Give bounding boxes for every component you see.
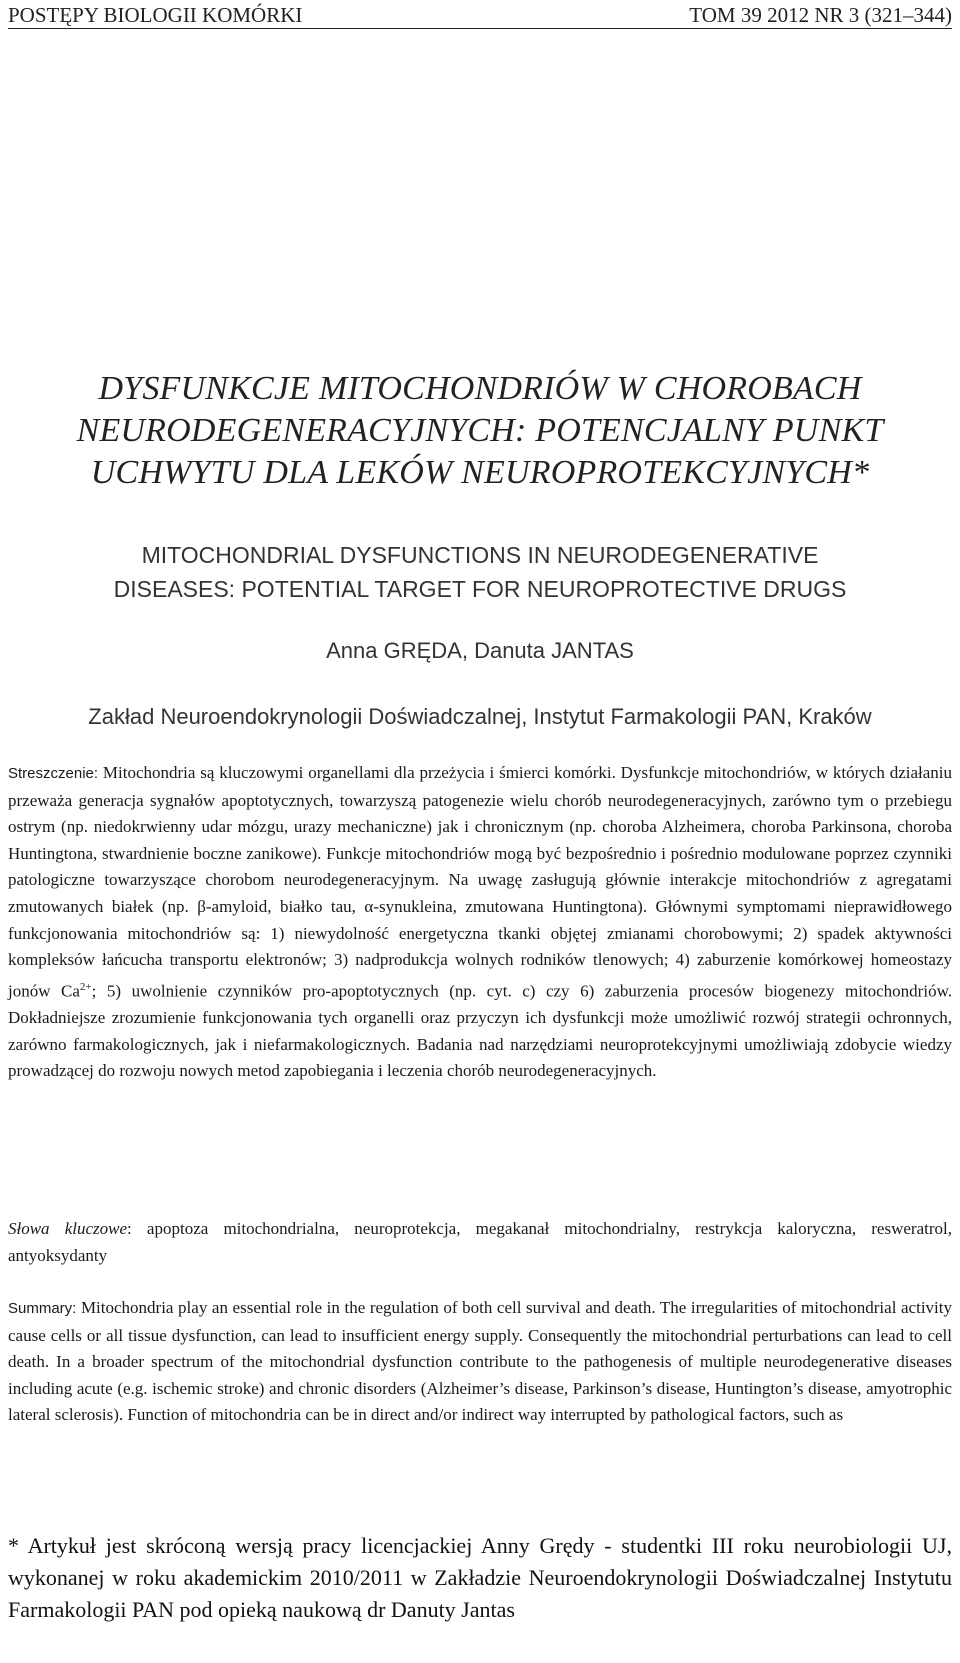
title-line: UCHWYTU DLA LEKÓW NEUROPROTEKCYJNYCH*: [90, 454, 870, 491]
english-title-line: MITOCHONDRIAL DYSFUNCTIONS IN NEURODEGENERATIVE: [141, 542, 819, 568]
abstract-text-continued: ; 5) uwolnienie czynników pro-apoptotycznych (np. cyt. c) czy 6) zaburzenia procesów biogenezy mitochondriów. Dokładniejsze zrozumienie funkcjonowania tych organelli oraz przyczyn ich dysfunkcji może umożliwić rozwój strategii ochronnych, zarówno farmakologicznych, jak i niefarmakologicznych. Badania nad narzędziami neuroprotekcyjnymi umożliwiają zdobycie wiedzy prowadzącej do rozwoju nowych metod zapobiegania i leczenia chorób neurodegeneracyjnych.: [8, 981, 952, 1081]
summary-english: [8, 1295, 952, 1429]
abstract-text: Mitochondria są kluczowymi organellami dla przeżycia i śmierci komórki. Dysfunkcje mitochondriów, w których działaniu przeważa generacja sygnałów apoptotycznych, towarzyszą patogenezie wielu chorób neurodegeneracyjnych, zarówno tym o przebiegu ostrym (np. niedokrwienny udar mózgu, urazy mechaniczne) jak i chronicznym (np. choroba Alzheimera, choroba Parkinsona, choroba Huntingtona, stwardnienie boczne zanikowe). Funkcje mitochondriów mogą być bezpośrednio i pośrednio modulowane poprzez czynniki patologiczne towarzyszące chorobom neurodegeneracyjnym. Na uwagę zasługują głównie interakcje mitochondriów z agregatami zmutowanych białek (np. β-amyloid, białko tau, α-synukleina, zmutowana Huntingtona). Głównymi symptomami nieprawidłowego funkcjonowania mitochondriów są: 1) niewydolność energetyczna tkanki objętej zmianami chorobowymi; 2) spadek aktywności kompleksów łańcucha transportu elektronów; 3) nadprodukcja wolnych rodników tlenowych; 4) zaburzenie komórkowej homeostazy jonów Ca: [8, 763, 952, 1001]
authors: Anna GRĘDA, Danuta JANTAS: [326, 638, 634, 663]
footnote: * Artykuł jest skróconą wersją pracy licencjackiej Anny Grędy - studentki III roku neurobiologii UJ, wykonanej w roku akademickim 2010/2011 w Zakładzie Neuroendokrynologii Doświadczalnej Instytutu Farmakologii PAN pod opieką naukową dr Danuty Jantas: [8, 1533, 952, 1622]
abstract-polish: [8, 760, 952, 1085]
issue-info: TOM 39 2012 NR 3 (321–344): [689, 3, 952, 27]
keywords-text: : apoptoza mitochondrialna, neuroprotekcja, megakanał mitochondrialny, restrykcja kaloryczna, resweratrol, antyoksydanty: [8, 1219, 952, 1265]
summary-text: Mitochondria play an essential role in the regulation of both cell survival and death. The irregularities of mitochondrial activity cause cells or all tissue dysfunction, can lead to insufficient energy supply. Consequently the mitochondrial perturbations can lead to cell death. In a broader spectrum of the mitochondrial dysfunction contribute to the pathogenesis of multiple neurodegenerative diseases including acute (e.g. ischemic stroke) and chronic disorders (Alzheimer’s disease, Parkinson’s disease, Huntington’s disease, amyotrophic lateral sclerosis). Function of mitochondria can be in direct and/or indirect way interrupted by pathological factors, such as: [8, 1298, 952, 1425]
journal-name: POSTĘPY BIOLOGII KOMÓRKI: [8, 3, 303, 27]
superscript-charge: 2+: [79, 980, 92, 993]
english-title: [0, 538, 960, 606]
keywords-label: Słowa kluczowe: [8, 1219, 128, 1238]
article-title: [0, 368, 960, 494]
title-line: NEURODEGENERACYJNYCH: POTENCJALNY PUNKT: [76, 412, 884, 449]
title-line: DYSFUNKCJE MITOCHONDRIÓW W CHOROBACH: [98, 370, 862, 407]
abstract-label: Streszczenie:: [8, 765, 99, 782]
affiliation: Zakład Neuroendokrynologii Doświadczalnej, Instytut Farmakologii PAN, Kraków: [88, 704, 872, 729]
summary-label: Summary:: [8, 1300, 77, 1317]
running-header: [8, 2, 952, 29]
english-title-line: DISEASES: POTENTIAL TARGET FOR NEUROPROTECTIVE DRUGS: [113, 576, 847, 602]
keywords: [8, 1216, 952, 1269]
